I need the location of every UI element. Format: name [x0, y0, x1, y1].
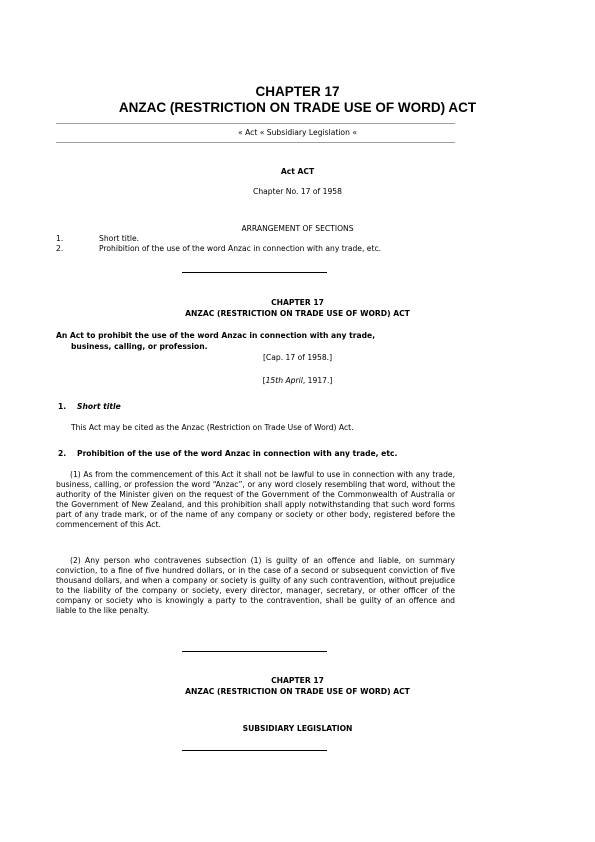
document-nav	[0, 128, 595, 138]
nav-divider	[56, 142, 455, 143]
body-chapter-heading: CHAPTER 17	[271, 298, 324, 307]
body-act-title: ANZAC (RESTRICTION ON TRADE USE OF WORD) ACT	[185, 309, 410, 318]
nav-right-marker: «	[352, 128, 357, 137]
section-2-subsection-1: (1) As from the commencement of this Act it shall not be lawful to use in connection with any trade, business, calling, or profession the word “Anzac”, or any word closely resembling that word, without the authority of the Minister given on the request of the Government of the Commonwealth of Australia or the Government of New Zealand, and this prohibition shall apply notwithstanding that such word forms part of any trade mark, or of the name of any company or society or other body, registered before the commencement of this Act.	[56, 470, 455, 529]
cap-reference: [Cap. 17 of 1958.]	[262, 353, 333, 362]
chapter-number: Chapter No. 17 of 1958	[253, 187, 342, 196]
section-divider	[182, 750, 327, 751]
arrangement-item[interactable]	[56, 244, 456, 254]
footer-act-title: ANZAC (RESTRICTION ON TRADE USE OF WORD) ACT	[185, 687, 410, 696]
act-heading: Act ACT	[280, 167, 315, 176]
nav-left-marker: «	[238, 128, 243, 137]
section-number: 1.	[58, 402, 67, 411]
nav-act-link[interactable]: Act	[245, 128, 258, 137]
commencement-date	[0, 376, 595, 386]
arrangement-item-number: 1.	[56, 234, 64, 243]
arrangement-item-number: 2.	[56, 244, 64, 253]
section-heading-text: Prohibition of the use of the word Anzac in connection with any trade, etc.	[77, 449, 398, 458]
nav-separator: «	[259, 128, 265, 137]
act-title: ANZAC (RESTRICTION ON TRADE USE OF WORD) ACT	[118, 100, 477, 115]
long-title-line-2: business, calling, or profession.	[71, 342, 208, 351]
section-number: 2.	[58, 449, 67, 458]
chapter-title: CHAPTER 17	[255, 84, 340, 99]
arrangement-item-text[interactable]: Short title.	[99, 234, 140, 243]
section-heading-text: Short title	[77, 402, 121, 411]
arrangement-heading: ARRANGEMENT OF SECTIONS	[241, 224, 354, 233]
section-divider	[182, 651, 327, 652]
arrangement-list	[56, 234, 456, 254]
footer-chapter-heading: CHAPTER 17	[271, 676, 324, 685]
date-open-bracket: [	[262, 376, 266, 385]
nav-subsidiary-link[interactable]: Subsidiary Legislation	[266, 128, 350, 137]
section-2-subsection-2: (2) Any person who contravenes subsection (1) is guilty of an offence and liable, on summary conviction, to a fine of five hundred dollars, or in the case of a second or subsequent conviction of five thousand dollars, and when a company or society is guilty of any such contravention, without prejudice to the liability of the company or society, every director, manager, secretary, or other officer of the company or society who is knowingly a party to the contravention, shall be guilty of an offence and liable to the like penalty.	[56, 556, 455, 615]
section-1-text: This Act may be cited as the Anzac (Restriction on Trade Use of Word) Act.	[71, 423, 354, 432]
top-divider	[56, 123, 455, 124]
section-divider	[182, 272, 327, 273]
long-title-line-1: An Act to prohibit the use of the word Anzac in connection with any trade,	[56, 331, 376, 340]
section-2-heading	[56, 449, 456, 459]
date-day-month: 15th April	[265, 376, 303, 385]
arrangement-item[interactable]	[56, 234, 456, 244]
subsidiary-legislation-heading: SUBSIDIARY LEGISLATION	[242, 724, 353, 733]
section-1-heading	[56, 402, 456, 412]
arrangement-item-text[interactable]: Prohibition of the use of the word Anzac in connection with any trade, etc.	[99, 244, 382, 253]
date-year: , 1917.]	[302, 376, 333, 385]
